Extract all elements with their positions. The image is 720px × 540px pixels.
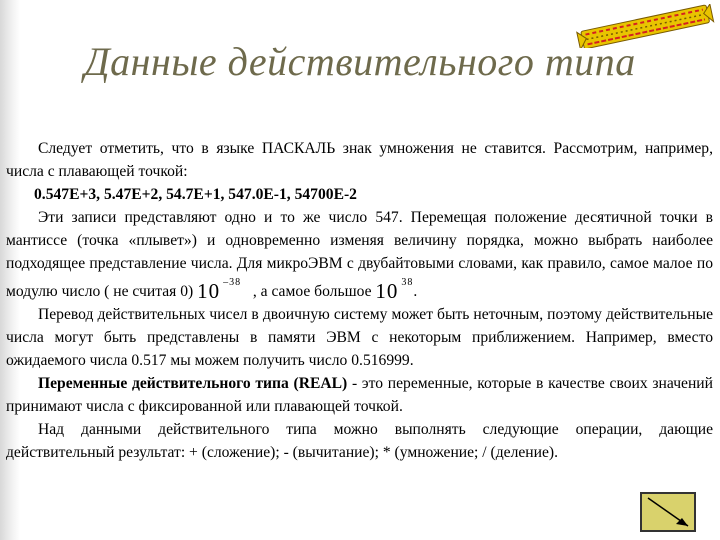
- float-examples: 0.547E+3, 5.47E+2, 54.7E+1, 547.0E-1, 54700E-2: [34, 186, 357, 204]
- mantissa-text: Эти записи представляют одно и то же число 547. Перемещая положение десятичной точки в мантиссе (точка «плывет») и одновременно изменяя величину порядка, можно выбрать наиболее подходящее представление числа. Для микроЭВМ с двубайтовыми словами, как правило, самое малое по модулю число ( не считая 0): [6, 209, 713, 300]
- paragraph-mantissa: [6, 206, 713, 302]
- max-value-formula: [375, 276, 414, 303]
- mantissa-end: .: [413, 282, 418, 300]
- slide-title: Данные действительного типа: [84, 39, 636, 84]
- max-exponent: 38: [401, 276, 414, 288]
- diagonal-arrow-icon: [642, 494, 694, 530]
- min-base: 10: [197, 278, 221, 303]
- paragraph-examples: [6, 183, 713, 206]
- paragraph-conversion: Перевод действительных чисел в двоичную систему может быть неточным, поэтому действительные числа могут быть представлены в памяти ЭВМ с некоторым приближением. Например, вместо ожидаемого числа 0.517 мы можем получить число 0.516999.: [6, 305, 713, 369]
- mantissa-mid: , а самое большое: [252, 282, 372, 300]
- slide-body: [6, 137, 713, 464]
- paragraph-operations: Над данными действительного типа можно выполнять следующие операции, дающие действительный результат: + (сложение); - (вычитание); * (умножение; / (деление).: [6, 421, 713, 462]
- paragraph-real-vars: [6, 372, 713, 418]
- real-vars-term: Переменные действительного типа (REAL): [38, 374, 348, 392]
- paragraph-intro: Следует отметить, что в языке ПАСКАЛЬ знак умножения не ставится. Рассмотрим, например, числа с плавающей точкой:: [6, 140, 713, 181]
- nav-button[interactable]: [640, 492, 696, 532]
- min-value-formula: [197, 276, 242, 303]
- real-vars-definition: - это переменные, которые в качестве своих значений принимают числа с фиксированной или плавающей точкой.: [6, 374, 714, 416]
- max-base: 10: [375, 278, 399, 303]
- min-exponent: –38: [223, 276, 242, 288]
